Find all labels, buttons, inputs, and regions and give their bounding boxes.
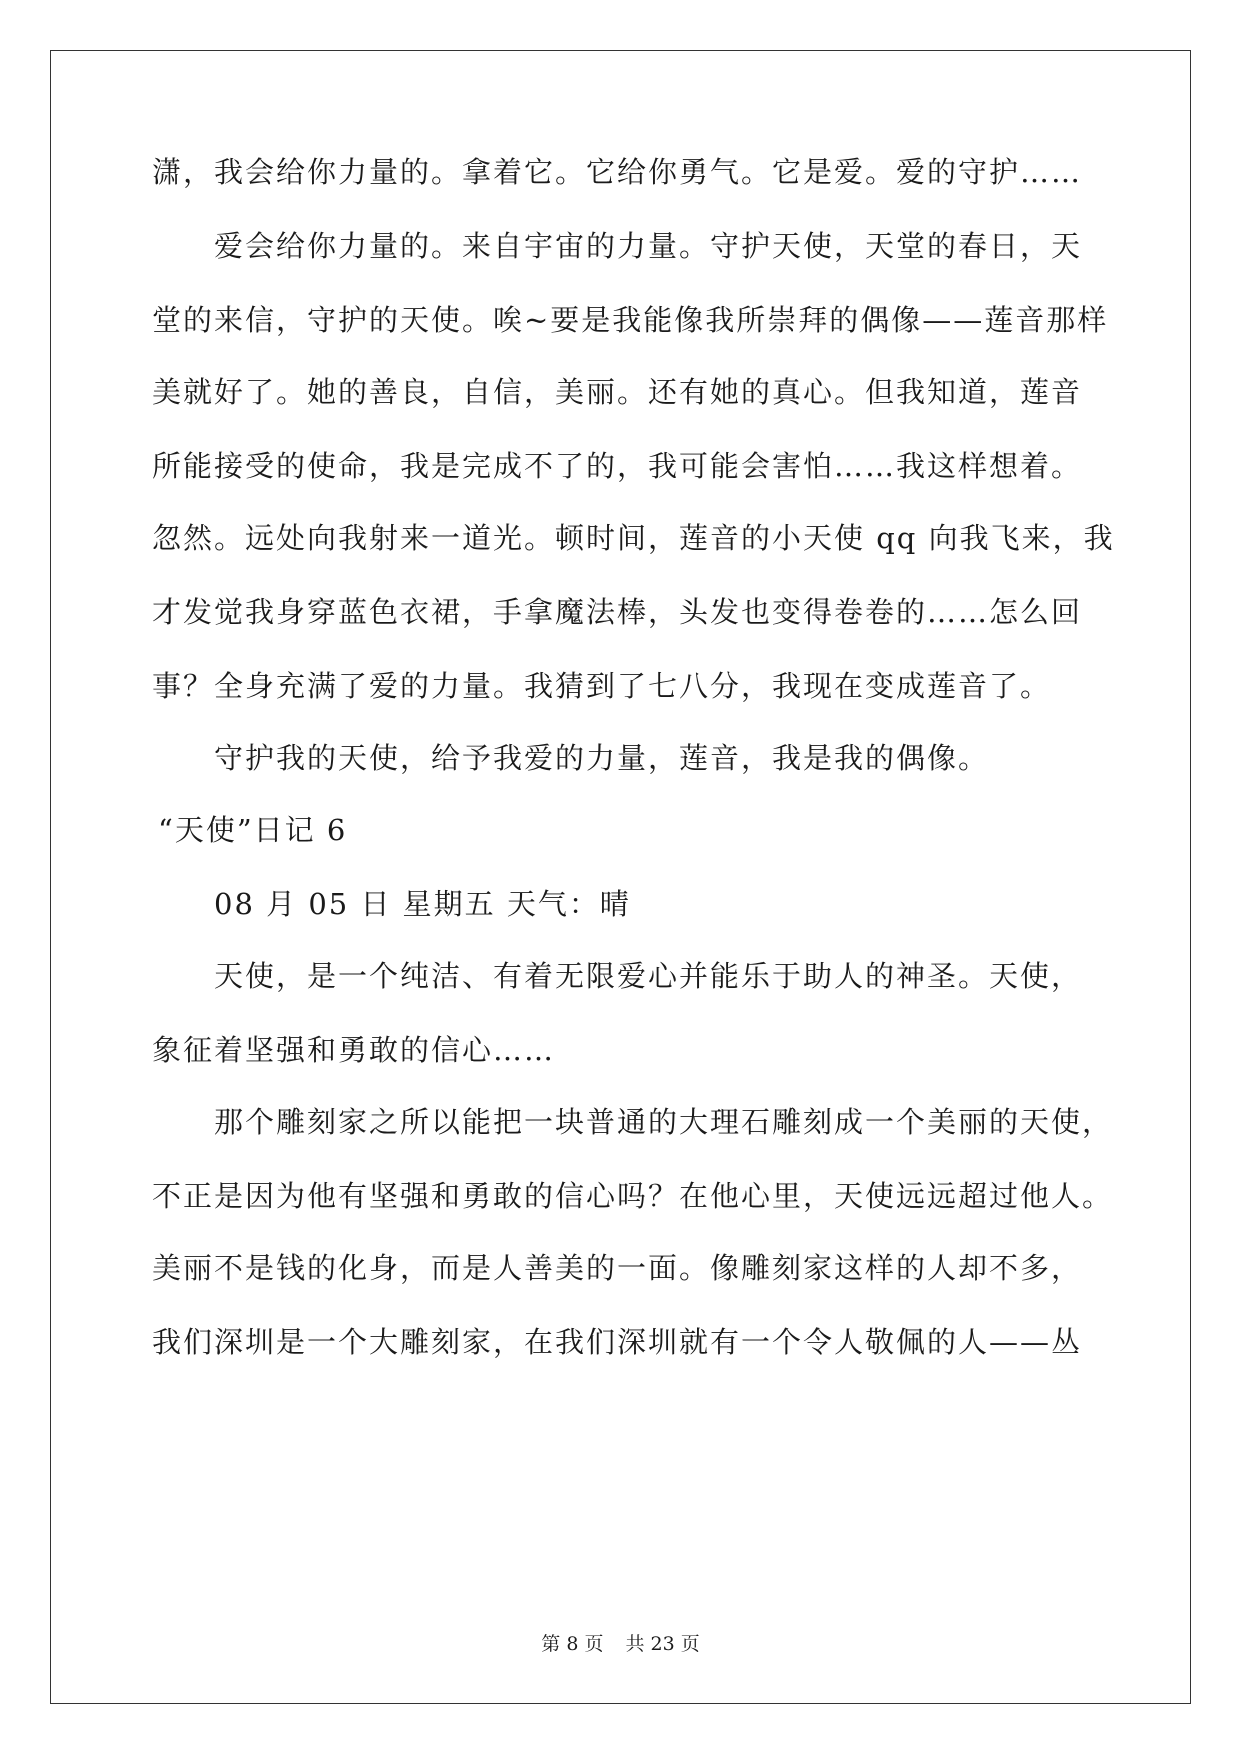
text-line: 所能接受的使命，我是完成不了的，我可能会害怕……我这样想着。 (152, 449, 1083, 483)
text-line: 美就好了。她的善良，自信，美丽。还有她的真心。但我知道，莲音 (152, 375, 1083, 409)
diary-date-line: 08 月 05 日 星期五 天气：晴 (214, 887, 631, 921)
page-number-current: 第 8 页 (541, 1633, 604, 1655)
text-line: 天使，是一个纯洁、有着无限爱心并能乐于助人的神圣。天使， (214, 959, 1083, 993)
text-line: 美丽不是钱的化身，而是人善美的一面。像雕刻家这样的人却不多， (152, 1251, 1083, 1285)
page-footer (0, 1632, 1241, 1656)
text-line: 爱会给你力量的。来自宇宙的力量。守护天使，天堂的春日，天 (214, 229, 1083, 263)
diary-heading: “天使”日记 6 (158, 813, 348, 847)
page-number-total: 共 23 页 (625, 1633, 700, 1655)
page-border (50, 50, 1191, 1704)
text-line: 潇，我会给你力量的。拿着它。它给你勇气。它是爱。爱的守护…… (152, 155, 1083, 189)
text-line: 事？全身充满了爱的力量。我猜到了七八分，我现在变成莲音了。 (152, 669, 1052, 703)
text-line: 堂的来信，守护的天使。唉~要是我能像我所崇拜的偶像——莲音那样 (152, 303, 1109, 337)
text-line: 那个雕刻家之所以能把一块普通的大理石雕刻成一个美丽的天使， (214, 1105, 1114, 1139)
text-line: 才发觉我身穿蓝色衣裙，手拿魔法棒，头发也变得卷卷的……怎么回 (152, 595, 1083, 629)
text-line: 象征着坚强和勇敢的信心…… (152, 1033, 556, 1067)
text-line: 我们深圳是一个大雕刻家，在我们深圳就有一个令人敬佩的人——丛 (152, 1325, 1083, 1359)
text-line: 忽然。远处向我射来一道光。顿时间，莲音的小天使 qq 向我飞来，我 (152, 521, 1115, 555)
text-line: 不正是因为他有坚强和勇敢的信心吗？在他心里，天使远远超过他人。 (152, 1179, 1114, 1213)
text-line: 守护我的天使，给予我爱的力量，莲音，我是我的偶像。 (214, 741, 990, 775)
